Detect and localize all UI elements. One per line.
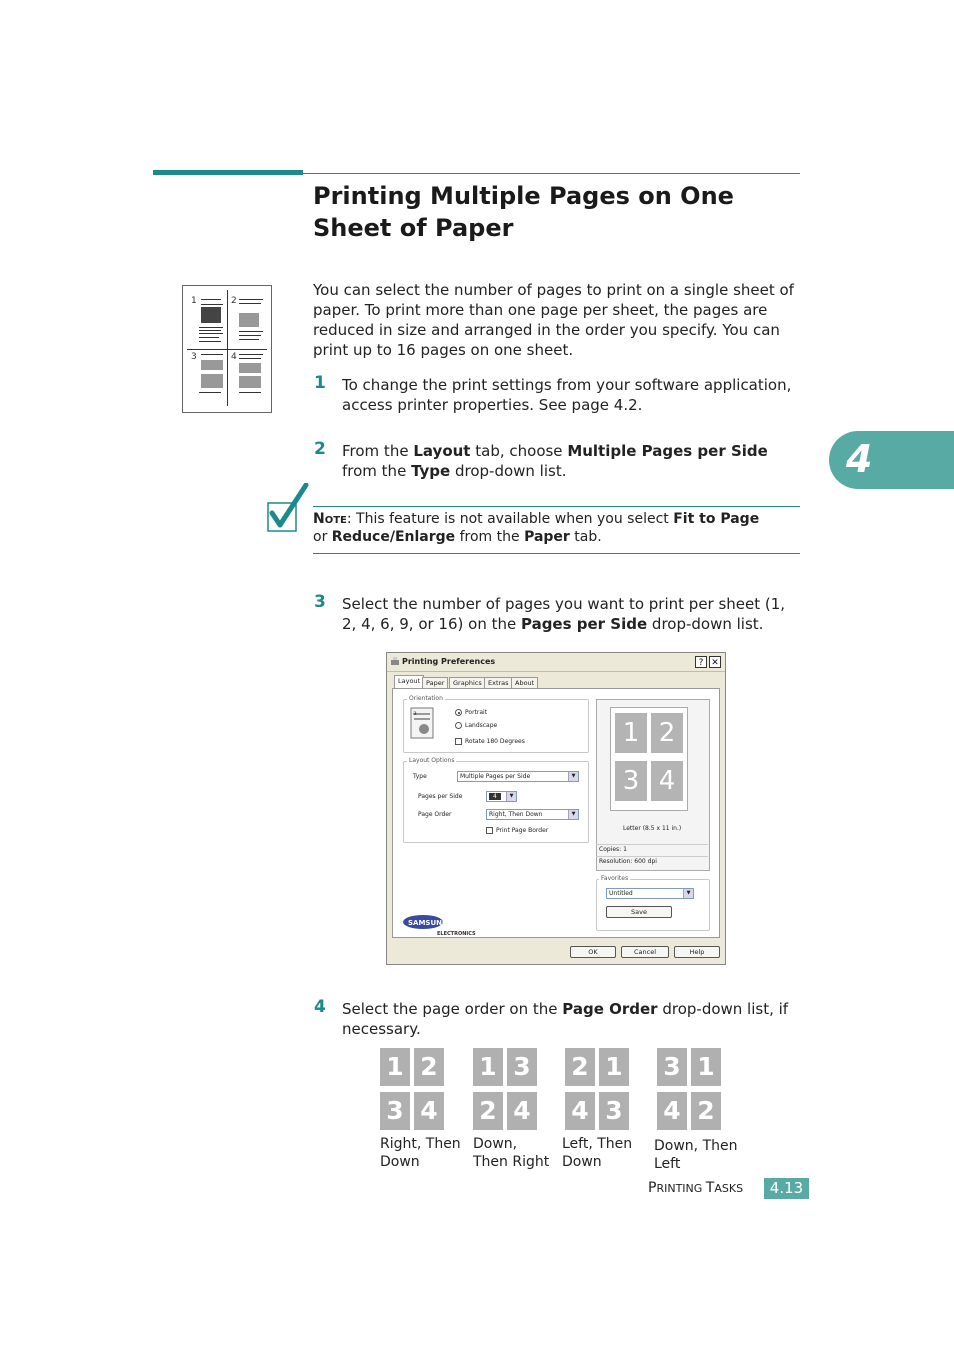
order-caption-down-then-right: Down, Then Right xyxy=(473,1136,550,1170)
intro-paragraph: You can select the number of pages to print on a single sheet of paper. To print more than one page per sheet, the pages are reduced in size and arranged in the order you specify. You can print up to 16 pages on one sheet. xyxy=(313,281,794,359)
portrait-label: Portrait xyxy=(465,709,488,716)
header-rule-thick xyxy=(153,170,303,175)
page-order-select[interactable]: Right, Then Down ▼ xyxy=(486,809,579,820)
preview-resolution: Resolution: 600 dpi xyxy=(599,858,657,865)
page-order-label: Page Order xyxy=(418,811,452,818)
preview-cell: 4 xyxy=(651,761,683,801)
rotate-label: Rotate 180 Degrees xyxy=(465,738,525,745)
note-label: Note xyxy=(313,511,347,527)
order-cell: 2 xyxy=(565,1048,595,1086)
preview-paper-size: Letter (8.5 x 11 in.) xyxy=(623,825,682,832)
portrait-page-icon xyxy=(410,707,436,741)
order-cell: 1 xyxy=(599,1048,629,1086)
chevron-down-icon: ▼ xyxy=(568,810,578,819)
page-number: 4.13 xyxy=(764,1178,809,1199)
order-cell: 4 xyxy=(657,1092,687,1130)
note-check-icon xyxy=(266,483,312,535)
favorites-select[interactable]: Untitled ▼ xyxy=(606,888,694,899)
orientation-label: Orientation xyxy=(409,695,443,702)
preview-copies: Copies: 1 xyxy=(599,846,627,853)
thumb-label-1: 1 xyxy=(191,296,197,306)
page-title-line2: Sheet of Paper xyxy=(313,214,514,242)
dialog-title: Printing Preferences xyxy=(402,657,496,666)
page-title-line1: Printing Multiple Pages on One xyxy=(313,182,734,210)
order-cell: 3 xyxy=(507,1048,537,1086)
step-4-number: 4 xyxy=(314,997,326,1017)
landscape-radio[interactable] xyxy=(455,722,462,729)
svg-text:SAMSUNG: SAMSUNG xyxy=(408,919,448,927)
step-4-text: Select the page order on the Page Order drop-down list, if necessary. xyxy=(342,1000,789,1038)
order-cell: 1 xyxy=(473,1048,503,1086)
preview-cell: 1 xyxy=(615,713,647,753)
step-2-text: From the Layout tab, choose Multiple Pages per Side from the Type drop-down list. xyxy=(342,442,768,480)
chapter-number: 4 xyxy=(846,437,873,481)
favorites-label: Favorites xyxy=(601,875,629,882)
preview-cell: 3 xyxy=(615,761,647,801)
preview-cell: 2 xyxy=(651,713,683,753)
header-rule-thin xyxy=(303,173,800,174)
order-cell: 3 xyxy=(380,1092,410,1130)
chevron-down-icon: ▼ xyxy=(506,792,516,801)
portrait-radio[interactable] xyxy=(455,709,462,716)
order-cell: 4 xyxy=(565,1092,595,1130)
printer-icon xyxy=(390,657,400,667)
layout-panel xyxy=(392,688,720,938)
note-text: Note: This feature is not available when you select Fit to Page or Reduce/Enlarge from the Paper tab. xyxy=(313,511,760,545)
help-title-button[interactable]: ? xyxy=(695,656,707,668)
pages-per-side-label: Pages per Side xyxy=(418,793,463,800)
favorites-group xyxy=(596,879,710,931)
page-title xyxy=(313,180,803,244)
order-cell: 4 xyxy=(507,1092,537,1130)
thumb-label-2: 2 xyxy=(231,296,237,306)
cancel-button[interactable]: Cancel xyxy=(621,946,669,958)
printing-preferences-dialog xyxy=(386,652,726,965)
order-cell: 4 xyxy=(414,1092,444,1130)
samsung-logo xyxy=(403,913,483,937)
page-order-diagrams xyxy=(380,1048,810,1178)
step-1-number: 1 xyxy=(314,373,326,393)
footer-section-title: PRINTING TASKS xyxy=(648,1180,744,1196)
order-caption-left-then-down: Left, Then Down xyxy=(562,1136,633,1170)
tab-about[interactable]: About xyxy=(511,677,538,689)
order-cell: 1 xyxy=(380,1048,410,1086)
order-cell: 3 xyxy=(657,1048,687,1086)
thumb-label-4: 4 xyxy=(231,352,237,362)
svg-text:a: a xyxy=(413,710,417,717)
chevron-down-icon: ▼ xyxy=(568,772,578,781)
layout-options-label: Layout Options xyxy=(409,757,455,764)
multi-page-thumbnail xyxy=(182,285,272,413)
rotate-checkbox[interactable] xyxy=(455,738,462,745)
landscape-label: Landscape xyxy=(465,722,498,729)
print-page-border-checkbox[interactable] xyxy=(486,827,493,834)
order-cell: 2 xyxy=(414,1048,444,1086)
note-rule-top xyxy=(313,506,800,507)
print-page-border-label: Print Page Border xyxy=(496,827,549,834)
thumb-label-3: 3 xyxy=(191,352,197,362)
step-2-number: 2 xyxy=(314,439,326,459)
tab-layout[interactable]: Layout xyxy=(394,675,424,689)
tab-extras[interactable]: Extras xyxy=(484,677,513,689)
order-cell: 1 xyxy=(691,1048,721,1086)
order-caption-down-then-left: Down, Then Left xyxy=(654,1138,738,1172)
close-title-button[interactable]: ✕ xyxy=(709,656,721,668)
dialog-title-bar xyxy=(387,653,725,672)
order-cell: 2 xyxy=(691,1092,721,1130)
pages-per-side-select[interactable]: 4 ▼ xyxy=(486,791,517,802)
ok-button[interactable]: OK xyxy=(570,946,616,958)
save-favorites-button[interactable]: Save xyxy=(606,906,672,918)
tab-paper[interactable]: Paper xyxy=(422,677,448,689)
step-1-text: To change the print settings from your software application, access printer properties. See page 4.2. xyxy=(342,376,792,414)
svg-text:ELECTRONICS: ELECTRONICS xyxy=(437,931,476,937)
step-3-number: 3 xyxy=(314,592,326,612)
type-select[interactable]: Multiple Pages per Side ▼ xyxy=(457,771,579,782)
help-button[interactable]: Help xyxy=(674,946,720,958)
order-caption-right-then-down: Right, Then Down xyxy=(380,1136,461,1170)
order-cell: 3 xyxy=(599,1092,629,1130)
chevron-down-icon: ▼ xyxy=(683,889,693,898)
order-cell: 2 xyxy=(473,1092,503,1130)
note-rule-bottom xyxy=(313,553,800,554)
tab-graphics[interactable]: Graphics xyxy=(449,677,486,689)
type-label: Type xyxy=(413,773,427,780)
step-3-text: Select the number of pages you want to print per sheet (1, 2, 4, 6, 9, or 16) on the Pages per Side drop-down list. xyxy=(342,595,786,633)
